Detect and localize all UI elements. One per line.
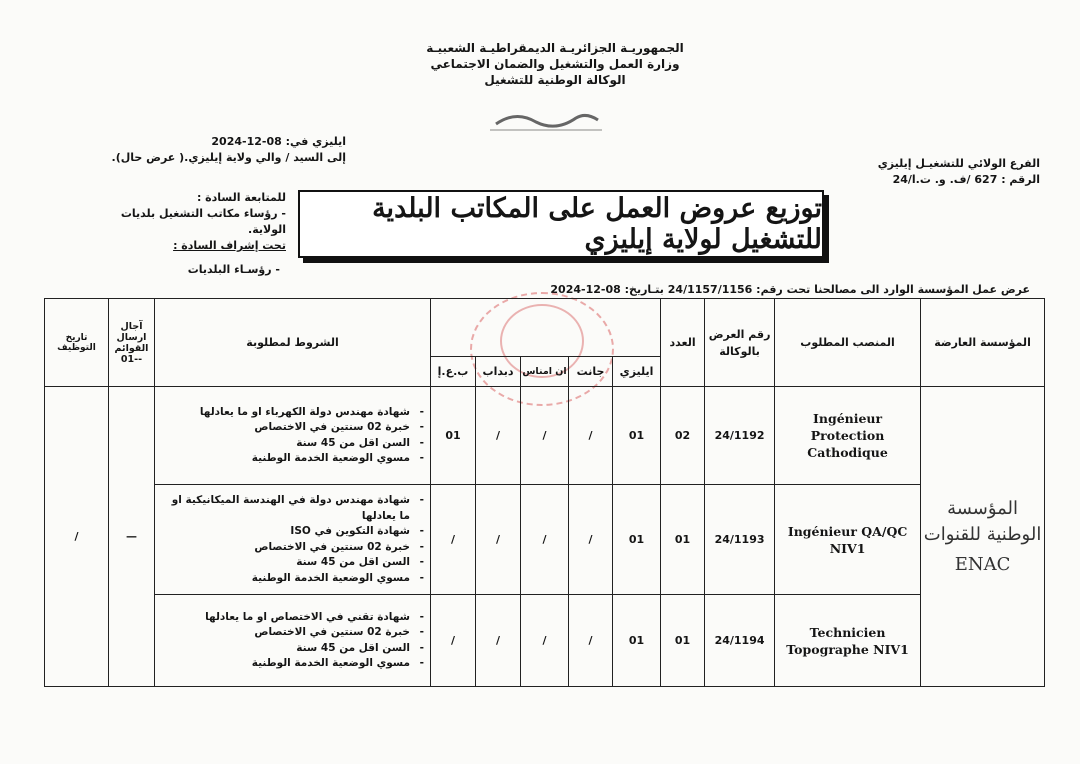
- debdeb-cell: /: [476, 387, 521, 485]
- bordj-cell: /: [431, 485, 476, 595]
- follow-block: [86, 190, 286, 254]
- condition-item: - شهادة مهندس دولة الكهرباء او ما يعادلها: [159, 405, 410, 421]
- bordj-header: ب.ع.إ: [431, 357, 476, 387]
- branch-line: الفرع الولائي للتشغيـل إيليزي: [877, 157, 1040, 170]
- post-cell: Ingénieur QA/QC NIV1: [775, 485, 921, 595]
- condition-item: - خبرة 02 سنتين في الاختصاص: [159, 420, 410, 436]
- branch-block: [840, 156, 1040, 188]
- condition-item: - السن اقل من 45 سنة: [159, 641, 410, 657]
- follow-label: للمتابعة السادة :: [196, 191, 286, 204]
- organization-name: المؤسسة الوطنية للقنوات: [923, 497, 1042, 545]
- mayors-line: - رؤسـاء البلديات: [187, 263, 280, 276]
- illizi-header: ايليزي: [613, 357, 661, 387]
- janet-cell: /: [569, 485, 613, 595]
- condition-item: - مسوي الوضعية الخدمة الوطنية: [159, 451, 410, 467]
- in-amenas-cell: /: [521, 485, 569, 595]
- reference-line: الرقم : 627 /ف. و. ت.ا/24: [892, 173, 1040, 186]
- bordj-cell: /: [431, 595, 476, 687]
- table-row: [45, 387, 1045, 485]
- distribution-title-banner: توزيع عروض العمل على المكاتب البلدية للتشغيل لولاية إيليزي: [298, 190, 824, 258]
- condition-item: - شهادة تقني في الاختصاص او ما يعادلها: [159, 610, 410, 626]
- deadline-cell: —: [109, 387, 155, 687]
- condition-item: - مسوي الوضعية الخدمة الوطنية: [159, 656, 410, 672]
- count-header: العدد: [661, 299, 705, 387]
- post-cell: Ingénieur Protection Cathodique: [775, 387, 921, 485]
- illizi-cell: 01: [613, 485, 661, 595]
- in-amenas-cell: /: [521, 387, 569, 485]
- follow-item: - رؤساء مكاتب التشغيل بلديات الولاية.: [120, 207, 286, 236]
- hire-date-cell: /: [45, 387, 109, 687]
- condition-item: - شهادة التكوين في ISO: [159, 524, 410, 540]
- janet-header: جانت: [569, 357, 613, 387]
- bordj-cell: 01: [431, 387, 476, 485]
- table-row: [45, 485, 1045, 595]
- organization-code: ENAC: [954, 553, 1011, 575]
- organization-header: المؤسسة العارضة: [921, 299, 1045, 387]
- illizi-cell: 01: [613, 595, 661, 687]
- table-row: [45, 595, 1045, 687]
- condition-item: - خبرة 02 سنتين في الاختصاص: [159, 540, 410, 556]
- janet-cell: /: [569, 387, 613, 485]
- offer-number-cell: 24/1194: [705, 595, 775, 687]
- post-header: المنصب المطلوب: [775, 299, 921, 387]
- republic-line: الجمهوريـة الجزائريـة الديمقراطيـة الشعبيـة: [426, 41, 684, 55]
- republic-header: [420, 40, 690, 88]
- agency-logo: [486, 108, 606, 134]
- in-amenas-header: ان امناس: [521, 357, 569, 387]
- in-amenas-cell: /: [521, 595, 569, 687]
- count-cell: 02: [661, 387, 705, 485]
- conditions-cell: [155, 485, 431, 595]
- condition-item: - السن اقل من 45 سنة: [159, 436, 410, 452]
- offer-number-cell: 24/1192: [705, 387, 775, 485]
- conditions-cell: [155, 595, 431, 687]
- condition-item: - خبرة 02 سنتين في الاختصاص: [159, 625, 410, 641]
- ministry-line: وزارة العمل والتشغيل والضمان الاجتماعي: [430, 57, 680, 71]
- conditions-header: الشروط لمطلوبة: [155, 299, 431, 387]
- debdeb-cell: /: [476, 485, 521, 595]
- conditions-cell: [155, 387, 431, 485]
- date-line: ايليزي في: 08-12-2024: [211, 135, 346, 148]
- count-cell: 01: [661, 595, 705, 687]
- hire-date-header: تاريخ التوظيف: [45, 299, 109, 387]
- communes-header: [431, 299, 661, 357]
- date-block: [86, 134, 346, 166]
- post-cell: Technicien Topographe NIV1: [775, 595, 921, 687]
- debdeb-cell: /: [476, 595, 521, 687]
- illizi-cell: 01: [613, 387, 661, 485]
- supervision-label: تحت إشراف السادة :: [173, 239, 286, 252]
- recipient-line: إلى السيد / والي ولاية إيليزي.( عرض حال).: [111, 151, 346, 164]
- intro-line: عرض عمل المؤسسة الوارد الى مصالحنا تحت رقم: 24/1157/1156 بتـاريخ: 08-12-2024: [550, 283, 1030, 296]
- condition-item: - مسوي الوضعية الخدمة الوطنية: [159, 571, 410, 587]
- deadline-header: آجال ارسال القوائم -01-: [109, 299, 155, 387]
- offer-number-header: رقم العرض بالوكالة: [705, 299, 775, 387]
- count-cell: 01: [661, 485, 705, 595]
- debdeb-header: دبداب: [476, 357, 521, 387]
- job-offers-table: [44, 298, 1045, 687]
- condition-item: - شهادة مهندس دولة في الهندسة الميكانيكية او ما يعادلها: [159, 493, 410, 524]
- organization-cell: [921, 387, 1045, 687]
- condition-item: - السن اقل من 45 سنة: [159, 555, 410, 571]
- janet-cell: /: [569, 595, 613, 687]
- offer-number-cell: 24/1193: [705, 485, 775, 595]
- header-row: [45, 299, 1045, 357]
- agency-line: الوكالة الوطنية للتشغيل: [484, 73, 626, 87]
